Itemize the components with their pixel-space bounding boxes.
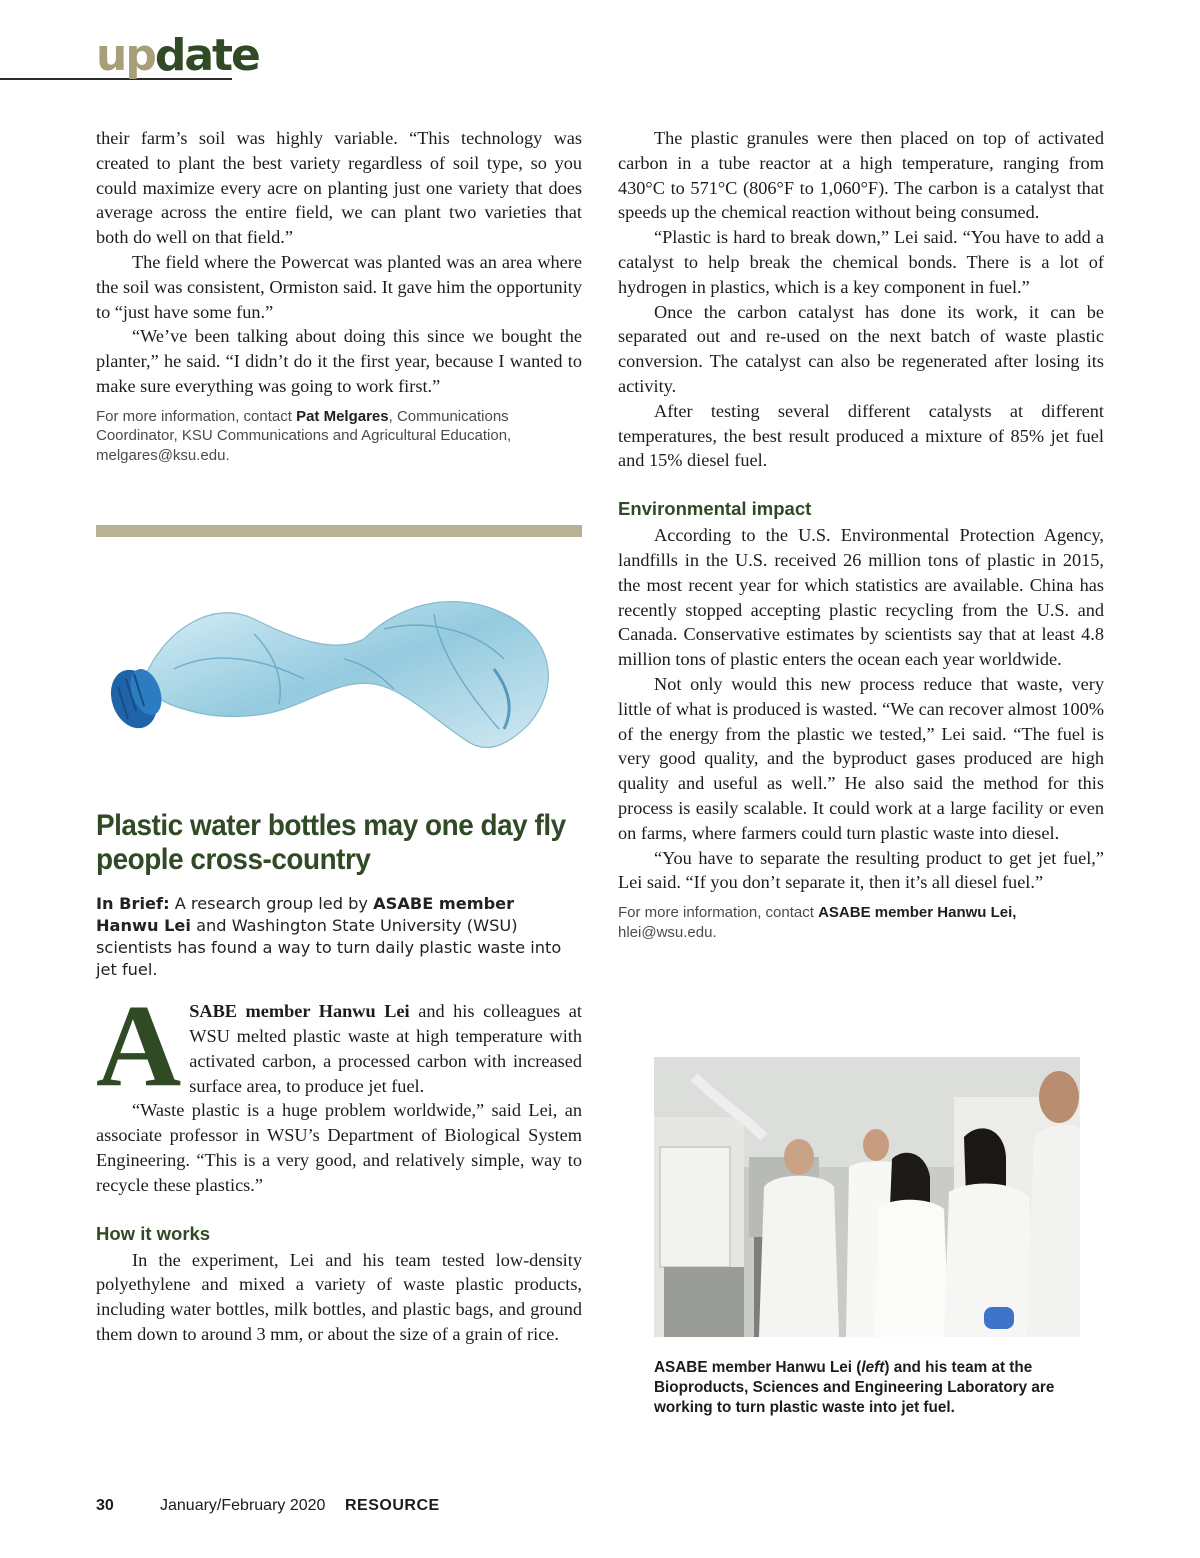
in-brief: In Brief: A research group led by ASABE member Hanwu Lei and Washington State University (WSU) scientists has found a way to turn daily plastic waste into jet fuel.	[96, 894, 562, 980]
contact-name: ASABE member Hanwu Lei,	[818, 904, 1017, 922]
lead-paragraph: A SABE member Hanwu Lei and his colleagues at WSU melted plastic waste at high temperature with activated carbon, a processed carbon with increased surface area, to produce jet fuel.	[96, 980, 582, 1112]
drop-cap: A	[96, 980, 182, 1112]
body-paragraph: The field where the Powercat was planted was an area where the soil was consistent, Ormiston said. It gave him the opportunity to “just have some fun.”	[96, 251, 582, 322]
body-paragraph: “Plastic is hard to break down,” Lei said. “You have to add a catalyst to help break the chemical bonds. There is a lot of hydrogen in plastics, which is a key component in fuel.”	[618, 227, 1104, 297]
in-brief-label: In Brief:	[96, 894, 170, 914]
body-paragraph: “We’ve been talking about doing this since we bought the planter,” he said. “I didn’t do it the first year, because I wanted to make sure everything was going to work first.”	[96, 326, 582, 396]
subhead-how-it-works: How it works	[96, 1222, 211, 1244]
logo-up: up	[96, 30, 155, 81]
logo-date: date	[154, 30, 259, 81]
contact-info: For more information, contact ASABE member Hanwu Lei, hlei@wsu.edu.	[618, 904, 1017, 941]
lab-team-photo	[654, 1057, 1080, 1337]
contact-name: Pat Melgares	[296, 407, 389, 425]
body-paragraph: After testing several different catalysts at different temperatures, the best result produced a mixture of 85% jet fuel and 15% diesel fuel.	[618, 400, 1104, 471]
issue-date: January/February 2020	[160, 1497, 326, 1514]
left-column	[96, 126, 582, 1347]
body-paragraph: Not only would this new process reduce that waste, very little of what is produced is wasted. “We can recover almost 100% of the energy from the plastic we tested,” Lei said. “The fuel is very good quality, and the byproduct gases produced are high quality and useful as well.” He also said the method for this process is easily scalable. It could work at a large facility or even on farms, where farmers could turn plastic waste into diesel.	[618, 673, 1104, 843]
body-paragraph: “Waste plastic is a huge problem worldwide,” said Lei, an associate professor in WSU’s Department of Biological System Engineering. “This is a very good, and relatively simple, way to recycle these plastics.”	[96, 1100, 582, 1195]
body-paragraph: “You have to separate the resulting product to get jet fuel,” Lei said. “If you don’t separate it, then it’s all diesel fuel.”	[618, 847, 1104, 893]
body-paragraph: According to the U.S. Environmental Protection Agency, landfills in the U.S. received 26 million tons of plastic in 2015, the most recent year for which statistics are available. China has recently stopped accepting plastic recycling from the U.S. and Canada. Conservative estimates by scientists say that at least 4.8 million tons of plastic enters the ocean each year worldwide.	[618, 525, 1104, 670]
right-column	[618, 126, 1104, 942]
body-paragraph: In the experiment, Lei and his team tested low-density polyethylene and mixed a variety of waste plastic products, including water bottles, milk bottles, and plastic bags, and ground them down to around 3 mm, or about the size of a grain of rice.	[96, 1249, 582, 1345]
plastic-bottle-image	[104, 559, 564, 779]
body-paragraph: Once the carbon catalyst has done its work, it can be separated out and re-used on the next batch of waste plastic conversion. The catalyst can also be regenerated after losing its activity.	[618, 301, 1104, 396]
body-paragraph: The plastic granules were then placed on top of activated carbon in a tube reactor at a high temperature, ranging from 430°C to 571°C (806°F to 1,060°F). The carbon is a catalyst that speeds up the chemical reaction without being consumed.	[618, 128, 1104, 223]
section-logo	[96, 30, 259, 81]
body-paragraph: their farm’s soil was highly variable. “This technology was created to plant the best variety regardless of soil type, so you could maximize every acre on planting just one variety that does average across the entire field, we can plant two varieties that both do well on that field.”	[96, 128, 582, 248]
contact-info: For more information, contact Pat Melgares, Communications Coordinator, KSU Communications and Agricultural Education, melgares@ksu.edu.	[96, 407, 512, 464]
section-divider	[96, 525, 582, 537]
photo-caption: ASABE member Hanwu Lei (left) and his team at the Bioproducts, Sciences and Engineering Laboratory are working to turn plastic waste into jet fuel.	[654, 1359, 1055, 1416]
article-headline: Plastic water bottles may one day fly people cross-country	[96, 809, 566, 877]
subhead-environmental-impact: Environmental impact	[618, 498, 812, 520]
page-number: 30	[96, 1497, 114, 1514]
magazine-name: RESOURCE	[345, 1497, 440, 1514]
